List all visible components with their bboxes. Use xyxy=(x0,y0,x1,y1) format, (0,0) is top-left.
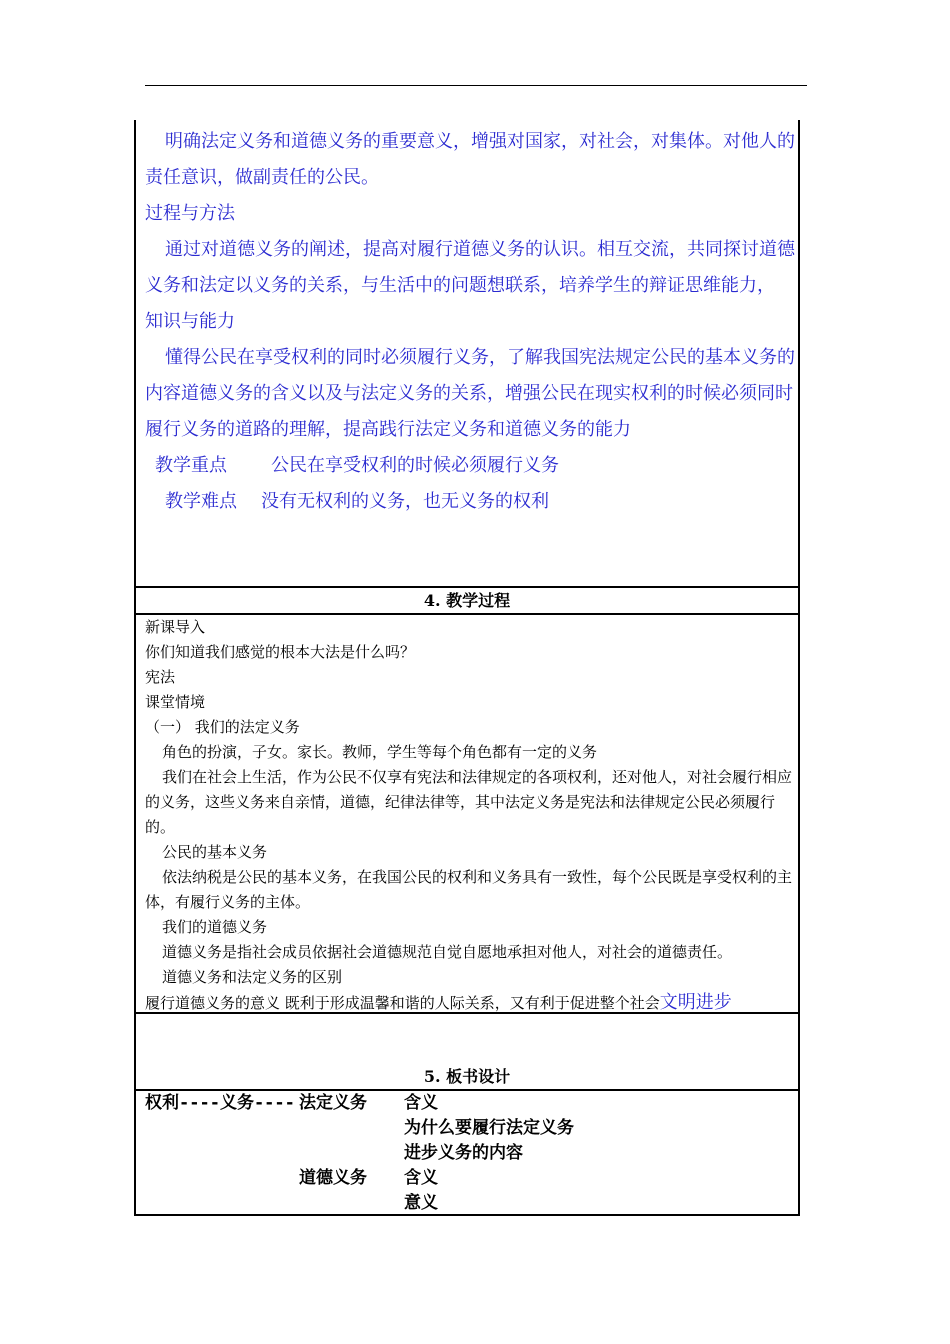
knowledge-objective-text: 懂得公民在享受权利的同时必须履行义务，了解我国宪法规定公民的基本义务的内容道德义务的含义以及与法定义务的关系，增强公民在现实权利的时候必须同时履行义务的道路的理解，提高践行法定义务和道德义务的能力 xyxy=(145,347,795,440)
board-row xyxy=(145,1166,795,1191)
process-line: 宪法 xyxy=(145,668,176,686)
key-point-value: 公民在享受权利的时候必须履行义务 xyxy=(271,455,559,476)
section-4-title: 4. 教学过程 xyxy=(423,591,511,610)
process-line: 我们的道德义务 xyxy=(162,918,268,936)
row-divider xyxy=(136,1012,798,1014)
board-item: 进步义务的内容 xyxy=(404,1143,523,1163)
board-item: 为什么要履行法定义务 xyxy=(404,1118,574,1138)
process-line: 新课导入 xyxy=(145,618,206,636)
difficulty-value: 没有无权利的义务，也无义务的权利 xyxy=(261,491,549,512)
board-row xyxy=(145,1191,795,1216)
row-divider xyxy=(136,586,798,588)
board-root: 权利----义务---- xyxy=(145,1093,295,1113)
process-line: 道德义务是指社会成员依据社会道德规范自觉自愿地承担对他人，对社会的道德责任。 xyxy=(162,943,733,961)
objectives-cell xyxy=(145,124,795,520)
process-last-line-main: 履行道德义务的意义 既利于形成温馨和谐的人际关系，又有利于促进整个社会 xyxy=(145,994,660,1012)
board-design-cell xyxy=(145,1091,795,1216)
board-item: 含义 xyxy=(404,1093,438,1113)
board-legal-duty: 法定义务 xyxy=(299,1093,367,1113)
process-objective-text: 通过对道德义务的阐述，提高对履行道德义务的认识。相互交流，共同探讨道德义务和法定以义务的关系，与生活中的问题想联系，培养学生的辩证思维能力， xyxy=(145,239,795,296)
board-moral-duty: 道德义务 xyxy=(299,1168,367,1188)
difficulty-label: 教学难点 xyxy=(165,491,237,512)
process-line: 公民的基本义务 xyxy=(162,843,268,861)
process-line: 课堂情境 xyxy=(145,693,206,711)
section-5-title: 5. 板书设计 xyxy=(423,1067,511,1086)
process-line: 我们在社会上生活，作为公民不仅享有宪法和法律规定的各项权利，还对他人，对社会履行相应的义务，这些义务来自亲情，道德，纪律法律等，其中法定义务是宪法和法律规定公民必须履行的。 xyxy=(145,768,793,836)
board-row xyxy=(145,1091,795,1116)
teaching-process-cell xyxy=(145,615,797,1016)
board-item: 意义 xyxy=(404,1193,438,1213)
process-line: 依法纳税是公民的基本义务，在我国公民的权利和义务具有一致性，每个公民既是享受权利的主体，有履行义务的主体。 xyxy=(145,868,793,911)
difficulty-row xyxy=(145,484,795,520)
process-last-line-tail: 文明进步 xyxy=(659,992,732,1013)
process-line: （一） 我们的法定义务 xyxy=(145,718,300,736)
process-heading: 过程与方法 xyxy=(145,203,235,224)
process-line: 角色的扮演，子女。家长。教师，学生等每个角色都有一定的义务 xyxy=(162,743,598,761)
key-point-row xyxy=(145,448,795,484)
knowledge-heading: 知识与能力 xyxy=(145,311,235,332)
board-row xyxy=(145,1141,795,1166)
key-point-label: 教学重点 xyxy=(155,455,227,476)
process-line: 道德义务和法定义务的区别 xyxy=(162,968,343,986)
process-line: 你们知道我们感觉的根本大法是什么吗？ xyxy=(145,643,416,661)
board-item: 含义 xyxy=(404,1168,438,1188)
lesson-plan-table xyxy=(134,120,800,1216)
emotion-objective-text: 明确法定义务和道德义务的重要意义，增强对国家，对社会，对集体。对他人的责任意识，做副责任的公民。 xyxy=(145,131,795,188)
page-header-rule xyxy=(145,85,807,86)
board-row xyxy=(145,1116,795,1141)
